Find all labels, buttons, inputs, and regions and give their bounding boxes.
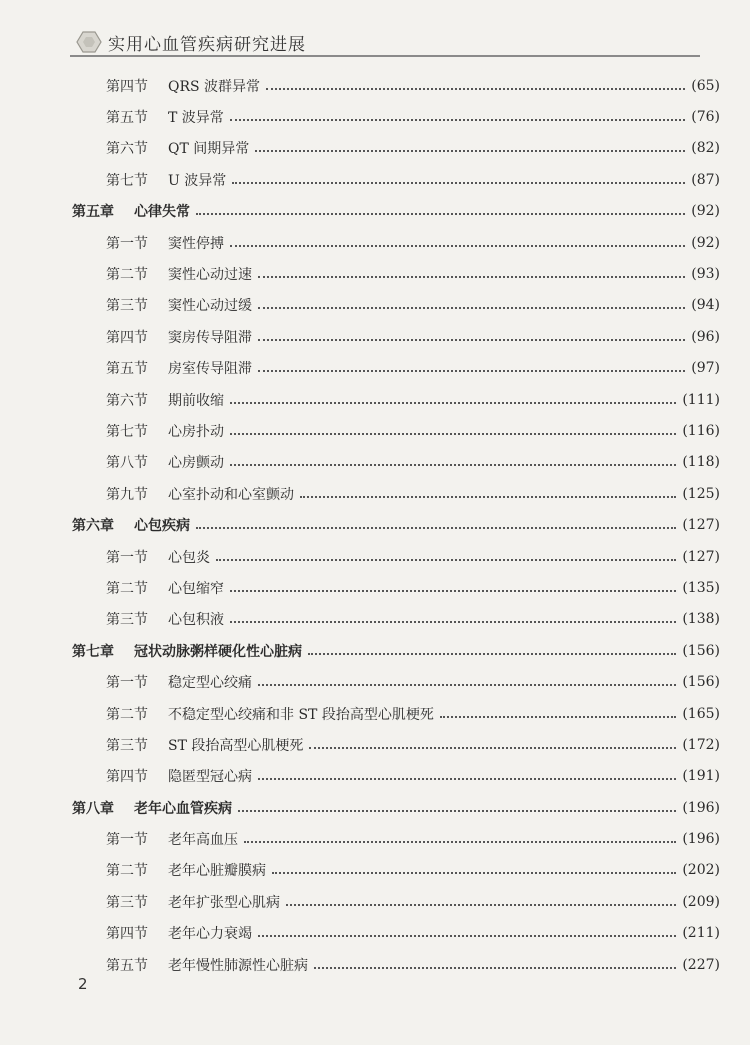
toc-entry-title: 心室扑动和心室颤动 [168, 486, 294, 503]
toc-section-row[interactable] [72, 164, 720, 195]
toc-entry-number: 第八节 [106, 455, 148, 472]
toc-entry-number: 第一节 [106, 832, 148, 849]
toc-entry-number: 第三节 [106, 894, 148, 911]
dot-leader [258, 370, 685, 372]
toc-page-number: (138) [682, 611, 720, 628]
toc-entry-label [106, 955, 308, 975]
toc-entry-label [106, 233, 224, 253]
toc-page-number: (87) [691, 171, 720, 188]
toc-page-number: (156) [682, 674, 720, 691]
toc-entry-label [106, 452, 224, 472]
toc-page-number: (92) [691, 203, 720, 220]
toc-entry-title: QT 间期异常 [168, 141, 250, 158]
toc-section-row[interactable] [72, 321, 720, 352]
toc-entry-label [106, 358, 252, 378]
dot-leader [230, 621, 676, 623]
toc-entry-label [106, 547, 210, 567]
toc-page-number: (202) [682, 862, 720, 879]
dot-leader [258, 339, 685, 341]
toc-entry-label [72, 201, 190, 221]
dot-leader [258, 778, 676, 780]
toc-entry-label [106, 170, 226, 190]
dot-leader [258, 684, 676, 686]
toc-page-number: (196) [682, 831, 720, 848]
toc-section-row[interactable] [72, 290, 720, 321]
dot-leader [216, 559, 676, 561]
toc-page-number: (97) [691, 360, 720, 377]
table-of-contents [72, 70, 720, 980]
toc-section-row[interactable] [72, 698, 720, 729]
toc-entry-title: 心包缩窄 [168, 580, 224, 597]
toc-page-number: (111) [682, 391, 720, 408]
toc-entry-label [106, 138, 249, 158]
toc-entry-title: 老年心力衰竭 [168, 926, 252, 943]
toc-entry-number: 第六章 [72, 518, 114, 535]
toc-entry-number: 第二节 [106, 863, 148, 880]
toc-entry-number: 第一节 [106, 235, 148, 252]
dot-leader [230, 119, 685, 121]
toc-section-row[interactable] [72, 572, 720, 603]
toc-entry-title: 老年心脏瓣膜病 [168, 863, 266, 880]
toc-page-number: (191) [682, 768, 720, 785]
toc-entry-label [106, 327, 252, 347]
toc-section-row[interactable] [72, 604, 720, 635]
toc-entry-label [106, 923, 252, 943]
toc-section-row[interactable] [72, 70, 720, 101]
dot-leader [255, 150, 685, 152]
toc-entry-number: 第四节 [106, 78, 148, 95]
toc-chapter-row[interactable] [72, 635, 720, 666]
toc-entry-number: 第二节 [106, 706, 148, 723]
toc-entry-label [106, 860, 266, 880]
toc-entry-number: 第四节 [106, 769, 148, 786]
toc-entry-number: 第四节 [106, 926, 148, 943]
toc-entry-label [106, 829, 238, 849]
toc-entry-title: 冠状动脉粥样硬化性心脏病 [134, 643, 302, 660]
toc-entry-number: 第三节 [106, 612, 148, 629]
toc-page-number: (172) [682, 736, 720, 753]
toc-entry-title: 老年心血管疾病 [134, 800, 232, 817]
toc-entry-number: 第一节 [106, 675, 148, 692]
dot-leader [308, 653, 676, 655]
dot-leader [266, 88, 685, 90]
dot-leader [230, 433, 676, 435]
toc-section-row[interactable] [72, 478, 720, 509]
toc-entry-label [106, 421, 224, 441]
toc-page-number: (196) [682, 799, 720, 816]
dot-leader [232, 182, 685, 184]
toc-entry-title: 老年高血压 [168, 832, 238, 849]
dot-leader [238, 810, 676, 812]
dot-leader [309, 747, 676, 749]
book-title: 实用心血管疾病研究进展 [108, 35, 306, 55]
toc-entry-label [106, 609, 224, 629]
toc-page-number: (82) [691, 140, 720, 157]
dot-leader [230, 402, 676, 404]
toc-section-row[interactable] [72, 227, 720, 258]
toc-page-number: (76) [691, 109, 720, 126]
dot-leader [196, 213, 685, 215]
toc-section-row[interactable] [72, 729, 720, 760]
dot-leader [244, 841, 676, 843]
toc-page-number: (125) [682, 485, 720, 502]
toc-entry-title: 心包疾病 [134, 518, 190, 535]
toc-entry-label [72, 798, 232, 818]
toc-entry-label [106, 295, 252, 315]
toc-entry-number: 第七章 [72, 643, 114, 660]
toc-entry-title: QRS 波群异常 [168, 78, 261, 95]
toc-page-number: (227) [682, 956, 720, 973]
toc-entry-number: 第二节 [106, 267, 148, 284]
toc-page-number: (211) [682, 925, 720, 942]
running-header [0, 0, 750, 58]
toc-entry-title: 窦性停搏 [168, 235, 224, 252]
toc-section-row[interactable] [72, 918, 720, 949]
toc-entry-title: 不稳定型心绞痛和非 ST 段抬高型心肌梗死 [168, 706, 434, 723]
toc-entry-number: 第一节 [106, 549, 148, 566]
toc-section-row[interactable] [72, 761, 720, 792]
toc-page-number: (127) [682, 548, 720, 565]
toc-chapter-row[interactable] [72, 509, 720, 540]
toc-entry-number: 第三节 [106, 298, 148, 315]
dot-leader [286, 904, 676, 906]
toc-section-row[interactable] [72, 415, 720, 446]
toc-entry-number: 第九节 [106, 486, 148, 503]
toc-section-row[interactable] [72, 101, 720, 132]
hexagon-logo-icon [76, 30, 102, 54]
toc-entry-number: 第五节 [106, 110, 148, 127]
dot-leader [272, 872, 676, 874]
toc-entry-title: 心包炎 [168, 549, 210, 566]
dot-leader [258, 307, 685, 309]
toc-entry-title: 期前收缩 [168, 392, 224, 409]
toc-entry-label [106, 484, 294, 504]
toc-entry-title: 隐匿型冠心病 [168, 769, 252, 786]
toc-entry-title: 窦性心动过速 [168, 267, 252, 284]
toc-section-row[interactable] [72, 886, 720, 917]
toc-entry-title: ST 段抬高型心肌梗死 [168, 737, 304, 754]
dot-leader [300, 496, 676, 498]
dot-leader [230, 464, 676, 466]
toc-page-number: (94) [691, 297, 720, 314]
dot-leader [258, 276, 685, 278]
toc-page-number: (165) [682, 705, 720, 722]
toc-entry-title: 房室传导阻滞 [168, 361, 252, 378]
dot-leader [230, 245, 685, 247]
toc-page-number: (156) [682, 642, 720, 659]
toc-entry-number: 第八章 [72, 800, 114, 817]
toc-page-number: (96) [691, 328, 720, 345]
toc-entry-label [106, 766, 252, 786]
toc-page-number: (92) [691, 234, 720, 251]
toc-entry-title: 窦房传导阻滞 [168, 329, 252, 346]
toc-section-row[interactable] [72, 666, 720, 697]
toc-entry-label [106, 735, 303, 755]
toc-page-number: (118) [682, 454, 720, 471]
toc-entry-label [106, 704, 434, 724]
toc-entry-number: 第五节 [106, 361, 148, 378]
page-number: 2 [78, 975, 88, 993]
toc-chapter-row[interactable] [72, 196, 720, 227]
toc-entry-label [106, 107, 224, 127]
toc-entry-title: 心房颤动 [168, 455, 224, 472]
toc-entry-title: 老年扩张型心肌病 [168, 894, 280, 911]
toc-entry-title: 心律失常 [134, 204, 190, 221]
toc-section-row[interactable] [72, 447, 720, 478]
toc-entry-label [106, 578, 224, 598]
toc-entry-number: 第七节 [106, 172, 148, 189]
toc-entry-title: U 波异常 [168, 172, 227, 189]
toc-entry-number: 第五章 [72, 204, 114, 221]
toc-entry-label [106, 672, 252, 692]
toc-entry-number: 第三节 [106, 737, 148, 754]
dot-leader [440, 716, 677, 718]
toc-entry-label [72, 641, 302, 661]
toc-entry-title: 心房扑动 [168, 423, 224, 440]
toc-entry-label [106, 264, 252, 284]
toc-page-number: (127) [682, 517, 720, 534]
toc-entry-title: 老年慢性肺源性心脏病 [168, 957, 308, 974]
toc-section-row[interactable] [72, 384, 720, 415]
toc-entry-number: 第五节 [106, 957, 148, 974]
toc-section-row[interactable] [72, 133, 720, 164]
toc-section-row[interactable] [72, 353, 720, 384]
toc-page-number: (209) [682, 893, 720, 910]
toc-chapter-row[interactable] [72, 792, 720, 823]
dot-leader [196, 527, 676, 529]
toc-entry-number: 第七节 [106, 423, 148, 440]
toc-section-row[interactable] [72, 258, 720, 289]
dot-leader [258, 935, 676, 937]
toc-section-row[interactable] [72, 541, 720, 572]
toc-entry-title: 窦性心动过缓 [168, 298, 252, 315]
toc-entry-label [72, 515, 190, 535]
toc-section-row[interactable] [72, 823, 720, 854]
toc-entry-title: T 波异常 [168, 110, 224, 127]
toc-entry-title: 心包积液 [168, 612, 224, 629]
toc-entry-label [106, 76, 260, 96]
toc-entry-number: 第四节 [106, 329, 148, 346]
toc-page-number: (135) [682, 579, 720, 596]
toc-section-row[interactable] [72, 855, 720, 886]
toc-entry-label [106, 892, 280, 912]
toc-entry-number: 第六节 [106, 392, 148, 409]
toc-page-number: (93) [691, 266, 720, 283]
dot-leader [230, 590, 676, 592]
toc-entry-label [106, 390, 224, 410]
dot-leader [314, 967, 676, 969]
toc-section-row[interactable] [72, 949, 720, 980]
toc-entry-title: 稳定型心绞痛 [168, 675, 252, 692]
toc-entry-number: 第六节 [106, 141, 148, 158]
toc-page-number: (65) [691, 77, 720, 94]
toc-page-number: (116) [682, 422, 720, 439]
header-rule [70, 55, 700, 57]
toc-entry-number: 第二节 [106, 580, 148, 597]
